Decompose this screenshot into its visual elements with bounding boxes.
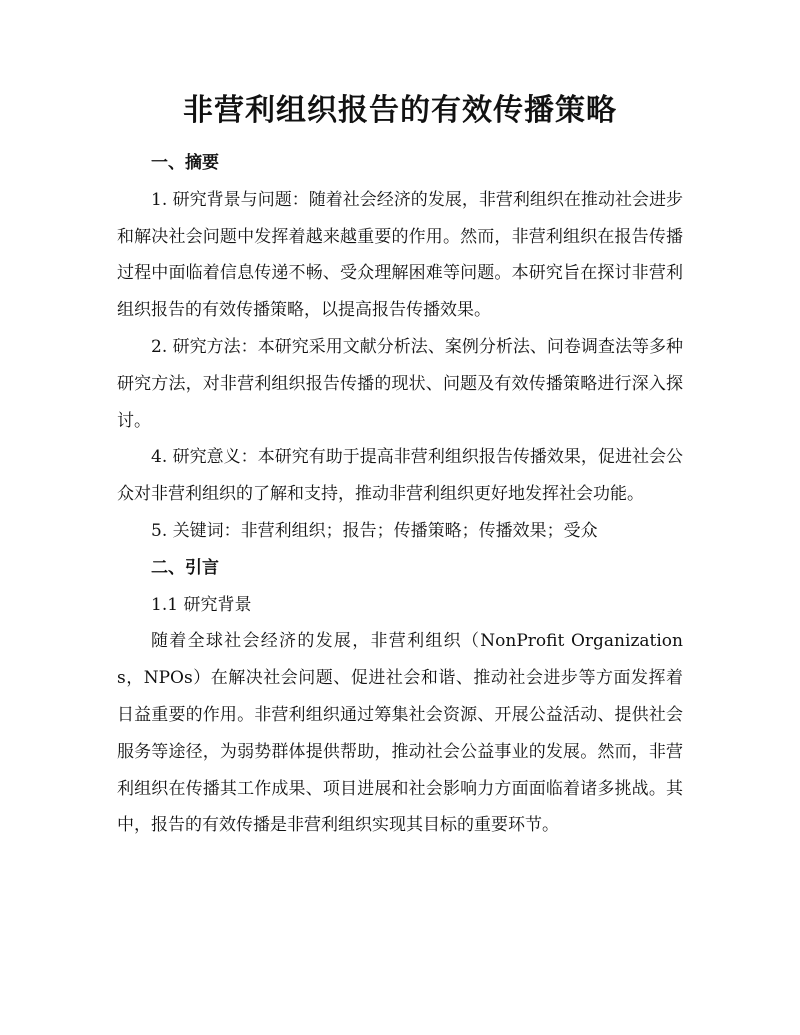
document-title: 非营利组织报告的有效传播策略	[183, 93, 617, 128]
paragraph: 5. 关键词：非营利组织；报告；传播策略；传播效果；受众	[151, 520, 598, 541]
paragraph: 2. 研究方法：本研究采用文献分析法、案例分析法、问卷调查法等多种研究方法，对非营利组织报告传播的现状、问题及有效传播策略进行深入探讨。	[117, 336, 683, 431]
document-body	[117, 145, 683, 844]
section-heading: 二、引言	[151, 557, 219, 578]
section-heading: 一、摘要	[151, 153, 219, 173]
paragraph: 4. 研究意义：本研究有助于提高非营利组织报告传播效果，促进社会公众对非营利组织的了解和支持，推动非营利组织更好地发挥社会功能。	[117, 447, 683, 505]
subsection-heading: 1.1 研究背景	[151, 594, 252, 615]
paragraph: 1. 研究背景与问题：随着社会经济的发展，非营利组织在推动社会进步和解决社会问题中发挥着越来越重要的作用。然而，非营利组织在报告传播过程中面临着信息传递不畅、受众理解困难等问题。本研究旨在探讨非营利组织报告的有效传播策略，以提高报告传播效果。	[117, 189, 683, 321]
paragraph: 随着全球社会经济的发展，非营利组织（NonProfit Organizations，NPOs）在解决社会问题、促进社会和谐、推动社会进步等方面发挥着日益重要的作用。非营利组织通过筹集社会资源、开展公益活动、提供社会服务等途径，为弱势群体提供帮助，推动社会公益事业的发展。然而，非营利组织在传播其工作成果、项目进展和社会影响力方面面临着诸多挑战。其中，报告的有效传播是非营利组织实现其目标的重要环节。	[117, 631, 683, 836]
